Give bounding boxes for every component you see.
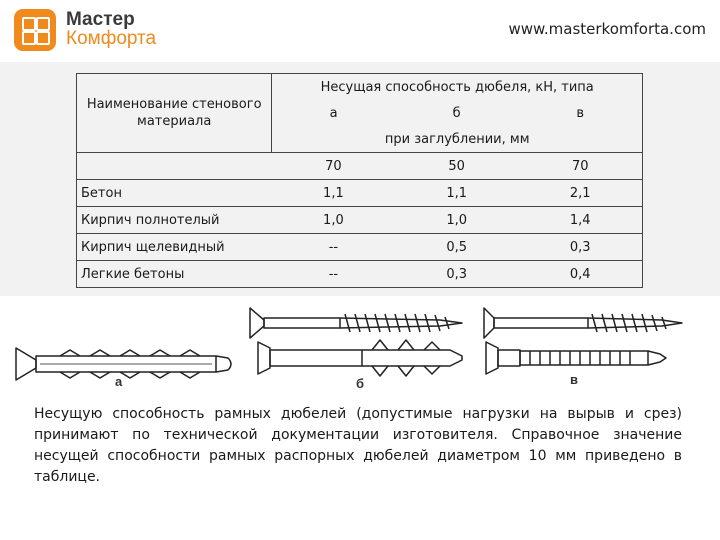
header [0,0,720,62]
value-cell: 1,0 [272,207,395,234]
dowel-v-screw-drawing [484,308,682,338]
type-b-header: б [452,105,461,121]
value-cell: 0,5 [395,234,519,261]
depth-b: 50 [395,153,519,180]
website-link[interactable]: www.masterkomforta.com [508,20,706,38]
material-cell: Кирпич полнотелый [77,207,272,234]
depth-header: при заглублении, мм [272,126,643,153]
description-text: Несущую способность рамных дюбелей (допустимые нагрузки на вырыв и срез) принимают по технической документации изготовителя. Справочное значение несущей способности рамных распорных дюбелей диаметром 10 мм приведено в таблице. [34,406,682,485]
load-capacity-table [76,73,643,288]
depth-a: 70 [272,153,395,180]
value-cell: -- [272,261,395,288]
logo-title: Мастер [66,9,135,30]
dowel-b-drawing [258,340,462,376]
dowel-v-drawing [486,342,666,374]
material-cell: Легкие бетоны [77,261,272,288]
label-a: а [115,374,123,389]
dowel-drawings [0,296,720,400]
material-header: Наименование стенового материала [77,74,272,153]
table-row [77,180,643,207]
value-cell: 0,4 [518,261,642,288]
material-cell: Кирпич щелевидный [77,234,272,261]
value-cell: 1,0 [395,207,519,234]
value-cell: 2,1 [518,180,642,207]
value-cell: 0,3 [395,261,519,288]
type-a-header: а [329,105,338,121]
depth-v: 70 [518,153,642,180]
value-cell: 0,3 [518,234,642,261]
dowel-b-screw-drawing [250,308,462,338]
dowel-a-drawing [16,348,231,380]
value-cell: 1,1 [395,180,519,207]
value-cell: 1,1 [272,180,395,207]
capacity-header: Несущая способность дюбеля, кН, типа [272,74,643,101]
value-cell: 1,4 [518,207,642,234]
table-row [77,234,643,261]
window-logo-icon [14,9,56,51]
logo-subtitle: Комфорта [66,28,157,49]
material-cell: Бетон [77,180,272,207]
label-b: б [356,376,365,391]
table-row [77,261,643,288]
type-v-header: в [518,100,642,126]
label-v: в [570,372,578,387]
value-cell: -- [272,234,395,261]
table-row [77,207,643,234]
